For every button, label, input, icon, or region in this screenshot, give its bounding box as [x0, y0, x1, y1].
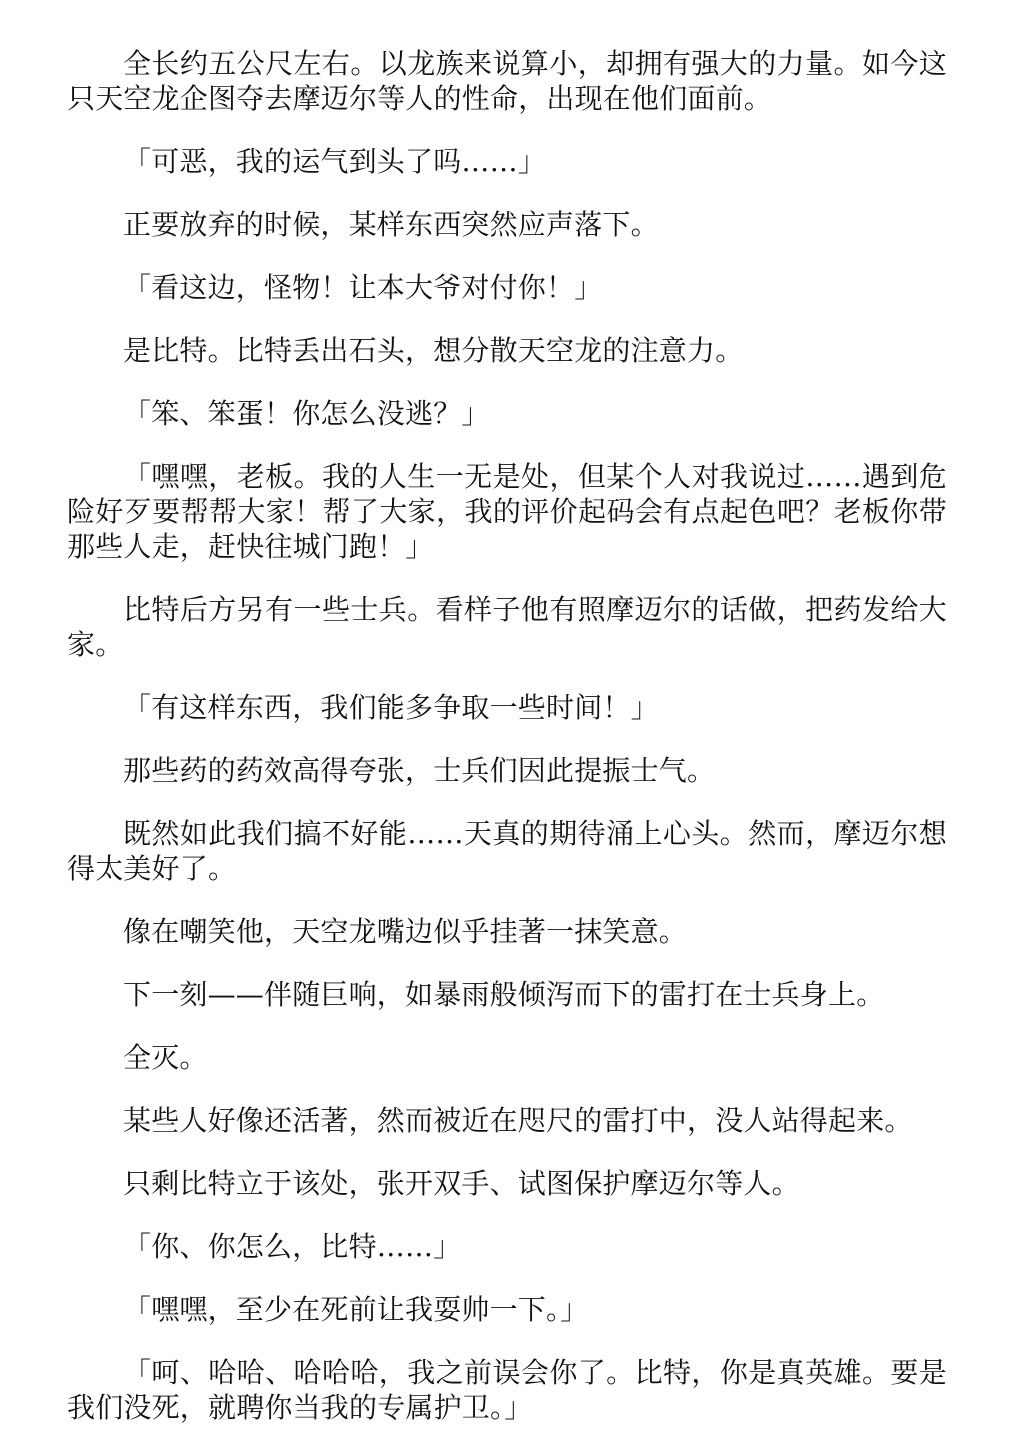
paragraph: 像在嘲笑他，天空龙嘴边似乎挂著一抹笑意。 — [123, 915, 688, 948]
paragraph: 比特后方另有一些士兵。看样子他有照摩迈尔的话做，把药发给大家。 — [67, 593, 947, 661]
paragraph: 「呵、哈哈、哈哈哈，我之前误会你了。比特，你是真英雄。要是我们没死，就聘你当我的专属护卫。」 — [67, 1356, 947, 1424]
paragraph: 既然如此我们搞不好能……天真的期待涌上心头。然而，摩迈尔想得太美好了。 — [67, 817, 947, 885]
paragraph: 下一刻——伴随巨响，如暴雨般倾泻而下的雷打在士兵身上。 — [123, 978, 885, 1011]
paragraph: 「有这样东西，我们能多争取一些时间！」 — [123, 691, 659, 724]
paragraph: 正要放弃的时候，某样东西突然应声落下。 — [123, 208, 659, 241]
paragraph: 「可恶，我的运气到头了吗……」 — [123, 145, 547, 178]
paragraph: 只剩比特立于该处，张开双手、试图保护摩迈尔等人。 — [123, 1167, 800, 1200]
paragraph: 「嘿嘿，至少在死前让我耍帅一下。」 — [123, 1293, 589, 1326]
paragraph: 「看这边，怪物！让本大爷对付你！」 — [123, 271, 603, 304]
paragraph: 那些药的药效高得夸张，士兵们因此提振士气。 — [123, 754, 716, 787]
paragraph: 全长约五公尺左右。以龙族来说算小，却拥有强大的力量。如今这只天空龙企图夺去摩迈尔等人的性命，出现在他们面前。 — [67, 47, 947, 115]
paragraph: 全灭。 — [123, 1041, 208, 1074]
paragraph: 某些人好像还活著，然而被近在咫尺的雷打中，没人站得起来。 — [123, 1104, 913, 1137]
paragraph: 是比特。比特丢出石头，想分散天空龙的注意力。 — [123, 334, 744, 367]
paragraph: 「你、你怎么，比特……」 — [123, 1230, 462, 1263]
paragraph: 「笨、笨蛋！你怎么没逃？」 — [123, 397, 490, 430]
paragraph: 「嘿嘿，老板。我的人生一无是处，但某个人对我说过……遇到危险好歹要帮帮大家！帮了大家，我的评价起码会有点起色吧？老板你带那些人走，赶快往城门跑！」 — [67, 460, 947, 563]
document-page — [67, 46, 947, 1453]
